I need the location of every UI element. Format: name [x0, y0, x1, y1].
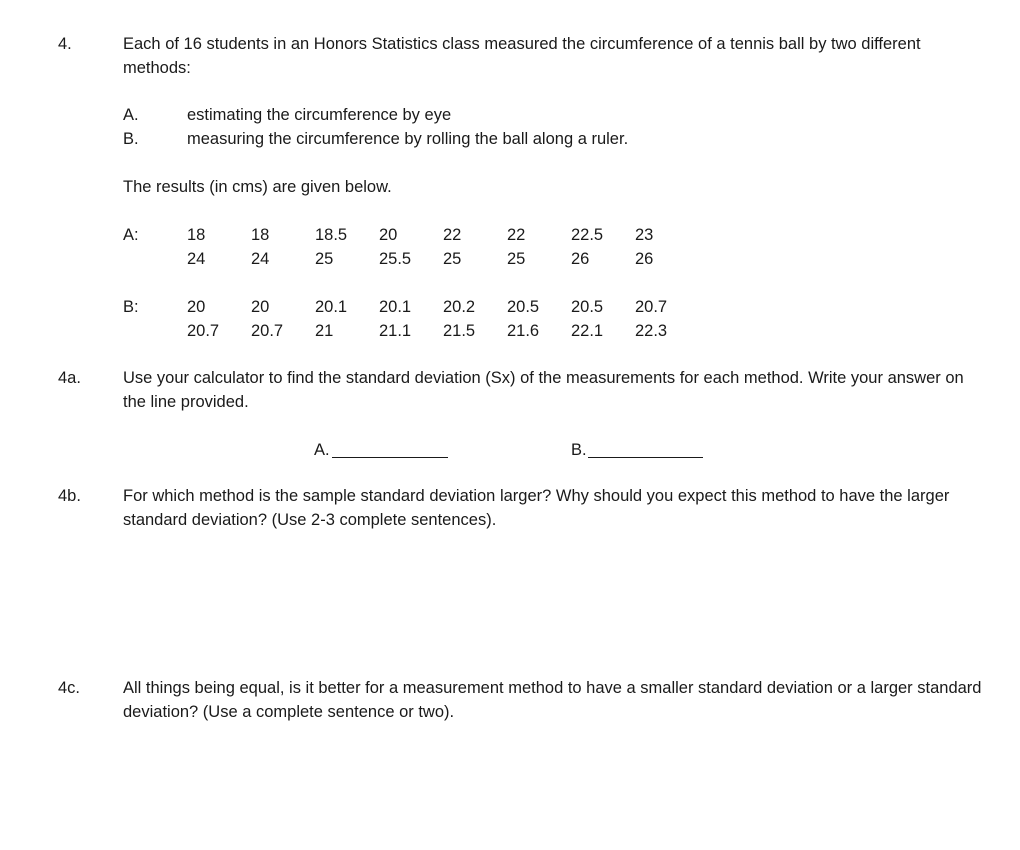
data-cell: 18.5 [315, 226, 348, 244]
data-b-label: B: [123, 298, 139, 316]
data-cell: 18 [251, 226, 270, 244]
data-cell: 21.5 [443, 322, 476, 340]
data-cell: 20.7 [635, 298, 668, 316]
data-cell: 26 [571, 250, 590, 268]
data-cell: 20.7 [251, 322, 284, 340]
question-number-4a: 4a. [58, 369, 81, 387]
data-cell: 22.3 [635, 322, 668, 340]
data-cell: 20.5 [571, 298, 604, 316]
data-cell: 20.5 [507, 298, 540, 316]
answer-a-label: A. [314, 441, 330, 459]
data-cell: 22.1 [571, 322, 604, 340]
results-intro: The results (in cms) are given below. [123, 178, 392, 196]
data-cell: 18 [187, 226, 206, 244]
answer-b-label: B. [571, 441, 587, 459]
data-cell: 20 [187, 298, 206, 316]
question-4a-text: Use your calculator to find the standard deviation (Sx) of the measurements for each method. Write your answer on the line provided. [123, 369, 964, 411]
data-cell: 25 [315, 250, 334, 268]
data-a-label: A: [123, 226, 139, 244]
question-4c-text: All things being equal, is it better for a measurement method to have a smaller standard deviation or a larger standard deviation? (Use a complete sentence or two). [123, 679, 982, 721]
data-cell: 22 [507, 226, 526, 244]
data-cell: 20 [251, 298, 270, 316]
data-cell: 21 [315, 322, 334, 340]
method-b-text: measuring the circumference by rolling the ball along a ruler. [187, 130, 629, 148]
data-cell: 22.5 [571, 226, 604, 244]
question-4b-text: For which method is the sample standard deviation larger? Why should you expect this method to have the larger standard deviation? (Use 2-3 complete sentences). [123, 487, 950, 529]
method-b-letter: B. [123, 130, 139, 148]
data-cell: 22 [443, 226, 462, 244]
method-a-letter: A. [123, 106, 139, 124]
data-cell: 23 [635, 226, 654, 244]
question-number-4: 4. [58, 35, 72, 53]
data-cell: 20.2 [443, 298, 476, 316]
answer-b-line[interactable] [588, 457, 703, 458]
data-cell: 24 [187, 250, 206, 268]
data-cell: 20.1 [315, 298, 348, 316]
data-cell: 24 [251, 250, 270, 268]
data-cell: 26 [635, 250, 654, 268]
data-cell: 21.6 [507, 322, 540, 340]
question-number-4c: 4c. [58, 679, 81, 697]
data-cell: 20 [379, 226, 398, 244]
data-cell: 21.1 [379, 322, 412, 340]
data-cell: 20.7 [187, 322, 220, 340]
data-cell: 20.1 [379, 298, 412, 316]
data-cell: 25.5 [379, 250, 412, 268]
question-4-intro: Each of 16 students in an Honors Statistics class measured the circumference of a tennis ball by two different methods: [123, 35, 921, 77]
question-number-4b: 4b. [58, 487, 81, 505]
answer-a-line[interactable] [332, 457, 448, 458]
data-cell: 25 [507, 250, 526, 268]
method-a-text: estimating the circumference by eye [187, 106, 452, 124]
data-cell: 25 [443, 250, 462, 268]
